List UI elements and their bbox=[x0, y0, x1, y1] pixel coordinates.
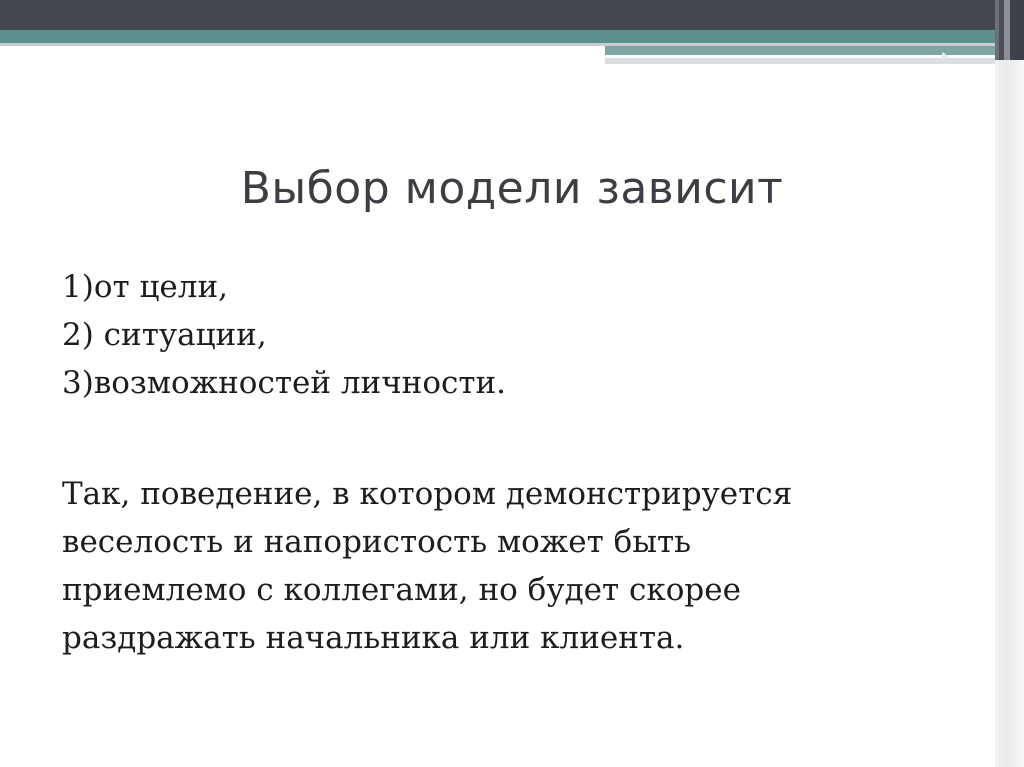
example-paragraph bbox=[62, 470, 962, 662]
header-bar-teal bbox=[0, 30, 995, 43]
header-bar-dark bbox=[0, 0, 995, 30]
header-strip-teal bbox=[605, 46, 995, 55]
list-item: 2) ситуации, bbox=[62, 317, 267, 353]
paragraph-line: веселость и напористость может быть bbox=[62, 524, 692, 560]
list-item: 1)от цели, bbox=[62, 269, 228, 305]
edge-stripe bbox=[1010, 0, 1024, 60]
paragraph-line: Так, поведение, в котором демонстрируется bbox=[62, 476, 793, 512]
slide-title: Выбор модели зависит bbox=[240, 163, 784, 214]
factor-list bbox=[62, 263, 506, 407]
paragraph-line: приемлемо с коллегами, но будет скорее bbox=[62, 572, 741, 608]
decorative-arrow-icon bbox=[942, 52, 949, 60]
header-strip-light bbox=[605, 58, 995, 64]
list-item: 3)возможностей личности. bbox=[62, 365, 507, 401]
header-line-white bbox=[605, 55, 950, 57]
paragraph-line: раздражать начальника или клиента. bbox=[62, 620, 685, 656]
